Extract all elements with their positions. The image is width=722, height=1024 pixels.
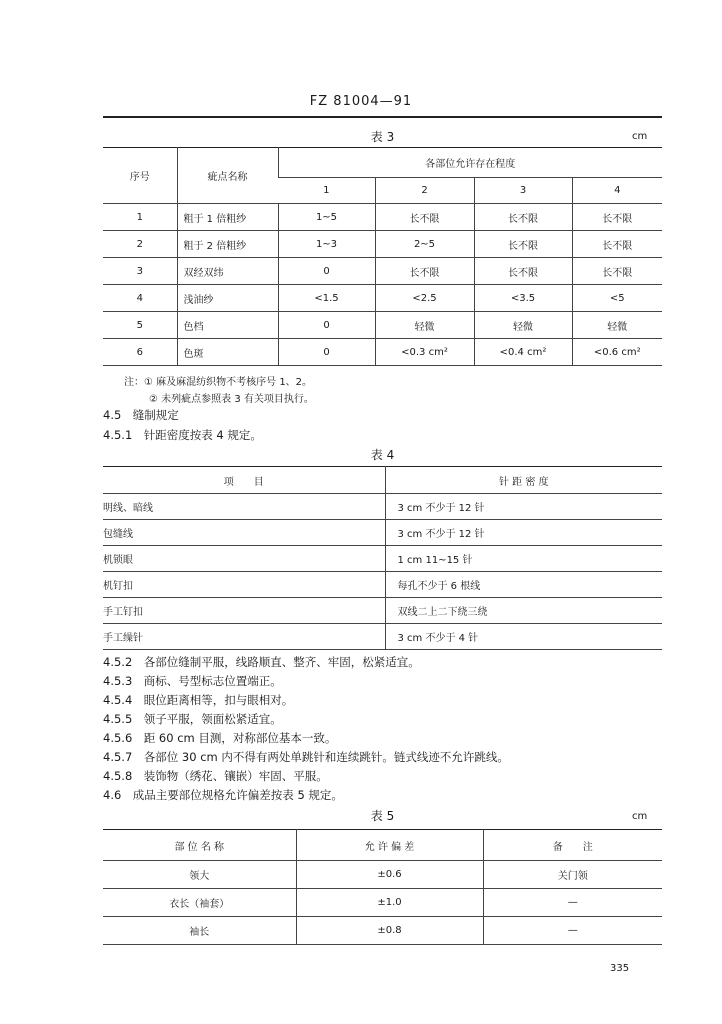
table3-cell: 0 xyxy=(278,339,375,366)
table3-cell: 长不限 xyxy=(474,258,572,285)
table3-cell: 长不限 xyxy=(375,258,474,285)
table3-cell: 长不限 xyxy=(375,204,474,231)
table4 xyxy=(103,466,662,650)
table5-unit: cm xyxy=(632,811,648,822)
table-row xyxy=(103,494,662,520)
table3-note-1: 注：① 麻及麻混纺织物不考核序号 1、2。 xyxy=(124,377,313,388)
table5-cell-remark: — xyxy=(483,889,662,917)
table5-header-remark: 备 注 xyxy=(483,830,662,861)
page-number: 335 xyxy=(610,963,630,974)
table3-cell: 长不限 xyxy=(572,204,662,231)
table4-cell-item: 手工缲针 xyxy=(103,624,385,650)
table3-cell-name: 色档 xyxy=(177,312,278,339)
table4-cell-density: 双线二上二下绕三绕 xyxy=(385,598,662,624)
table5-cell-remark: — xyxy=(483,917,662,945)
table3-cell: 长不限 xyxy=(572,258,662,285)
table3-cell: <0.3 cm² xyxy=(375,339,474,366)
table4-header-item: 项 目 xyxy=(103,467,385,494)
table5-header-part: 部 位 名 称 xyxy=(103,830,296,861)
table5-header-tolerance: 允 许 偏 差 xyxy=(296,830,483,861)
table-row xyxy=(103,312,662,339)
table5-cell-remark: 关门领 xyxy=(483,861,662,889)
table3-level: 2 xyxy=(375,178,474,204)
table5-caption: 表 5 xyxy=(370,809,395,823)
clause-4-6: 4.6 成品主要部位规格允许偏差按表 5 规定。 xyxy=(103,788,343,802)
table-row xyxy=(103,624,662,650)
table3-cell: <1.5 xyxy=(278,285,375,312)
table-row xyxy=(103,598,662,624)
table3-level: 1 xyxy=(278,178,375,204)
table3-cell: 0 xyxy=(278,258,375,285)
table3-cell-no: 5 xyxy=(103,312,177,339)
table3-cell: 长不限 xyxy=(474,204,572,231)
table3-header-no: 序号 xyxy=(103,148,177,204)
clause-4-5-4: 4.5.4 眼位距离相等，扣与眼相对。 xyxy=(103,693,294,707)
table3-cell: 1~3 xyxy=(278,231,375,258)
table3-cell-no: 1 xyxy=(103,204,177,231)
table3-cell: 轻微 xyxy=(375,312,474,339)
table3-unit: cm xyxy=(632,131,648,142)
table3-cell-no: 3 xyxy=(103,258,177,285)
table4-cell-item: 包缝线 xyxy=(103,520,385,546)
table5-cell-part: 领大 xyxy=(103,861,296,889)
table3-cell: 长不限 xyxy=(474,231,572,258)
table3-cell: 1~5 xyxy=(278,204,375,231)
table-row xyxy=(103,520,662,546)
clause-4-5-2: 4.5.2 各部位缝制平服，线路顺直、整齐、牢固，松紧适宜。 xyxy=(103,655,420,669)
table5 xyxy=(103,829,662,945)
table4-cell-item: 机锁眼 xyxy=(103,546,385,572)
table4-cell-density: 1 cm 11~15 针 xyxy=(385,546,662,572)
table3-cell: 轻微 xyxy=(474,312,572,339)
table-row xyxy=(103,231,662,258)
table4-cell-density: 3 cm 不少于 4 针 xyxy=(385,624,662,650)
table4-cell-density: 每孔不少于 6 根线 xyxy=(385,572,662,598)
table5-cell-tolerance: ±1.0 xyxy=(296,889,483,917)
section-4-5-heading: 4.5 缝制规定 xyxy=(103,408,179,422)
table3-cell: <2.5 xyxy=(375,285,474,312)
table3-level: 3 xyxy=(474,178,572,204)
table3 xyxy=(103,147,662,366)
table5-cell-tolerance: ±0.6 xyxy=(296,861,483,889)
table3-cell: 0 xyxy=(278,312,375,339)
table-row xyxy=(103,339,662,366)
table3-cell: <0.4 cm² xyxy=(474,339,572,366)
table-row xyxy=(103,258,662,285)
table3-note-2: ② 未列疵点参照表 3 有关项目执行。 xyxy=(149,394,314,405)
table3-cell-no: 6 xyxy=(103,339,177,366)
table4-cell-density: 3 cm 不少于 12 针 xyxy=(385,520,662,546)
table3-cell-name: 粗于 1 倍粗纱 xyxy=(177,204,278,231)
table3-cell: 2~5 xyxy=(375,231,474,258)
table-row xyxy=(103,572,662,598)
table5-cell-tolerance: ±0.8 xyxy=(296,917,483,945)
table4-cell-item: 机钉扣 xyxy=(103,572,385,598)
table-row xyxy=(103,546,662,572)
table3-cell: <3.5 xyxy=(474,285,572,312)
page-header-title: FZ 81004—91 xyxy=(309,94,413,109)
clause-4-5-1: 4.5.1 针距密度按表 4 规定。 xyxy=(103,428,262,442)
table3-header-group: 各部位允许存在程度 xyxy=(278,148,662,178)
table-row xyxy=(103,889,662,917)
table-row xyxy=(103,204,662,231)
clause-4-5-5: 4.5.5 领子平服，领面松紧适宜。 xyxy=(103,712,282,726)
table4-cell-item: 明线、暗线 xyxy=(103,494,385,520)
clause-4-5-8: 4.5.8 装饰物（绣花、镶嵌）牢固、平服。 xyxy=(103,769,328,783)
table3-cell-name: 双经双纬 xyxy=(177,258,278,285)
table5-cell-part: 袖长 xyxy=(103,917,296,945)
header-rule xyxy=(103,116,662,118)
table-row xyxy=(103,917,662,945)
table3-cell-no: 4 xyxy=(103,285,177,312)
table3-cell-name: 色斑 xyxy=(177,339,278,366)
table4-caption: 表 4 xyxy=(370,448,395,462)
table4-header-density: 针 距 密 度 xyxy=(385,467,662,494)
clause-4-5-6: 4.5.6 距 60 cm 目测，对称部位基本一致。 xyxy=(103,731,337,745)
table3-cell: <5 xyxy=(572,285,662,312)
table-row xyxy=(103,285,662,312)
table3-cell: 长不限 xyxy=(572,231,662,258)
table3-header-name: 疵点名称 xyxy=(177,148,278,204)
table4-cell-density: 3 cm 不少于 12 针 xyxy=(385,494,662,520)
table3-cell-name: 粗于 2 倍粗纱 xyxy=(177,231,278,258)
table4-cell-item: 手工钉扣 xyxy=(103,598,385,624)
table3-cell: <0.6 cm² xyxy=(572,339,662,366)
table-row xyxy=(103,861,662,889)
table3-level: 4 xyxy=(572,178,662,204)
clause-4-5-3: 4.5.3 商标、号型标志位置端正。 xyxy=(103,674,282,688)
clause-4-5-7: 4.5.7 各部位 30 cm 内不得有两处单跳针和连续跳针。链式线迹不允许跳线。 xyxy=(103,750,509,764)
table3-cell-no: 2 xyxy=(103,231,177,258)
table3-cell: 轻微 xyxy=(572,312,662,339)
table3-caption: 表 3 xyxy=(370,130,395,144)
table3-cell-name: 浅油纱 xyxy=(177,285,278,312)
table5-cell-part: 衣长（袖套） xyxy=(103,889,296,917)
